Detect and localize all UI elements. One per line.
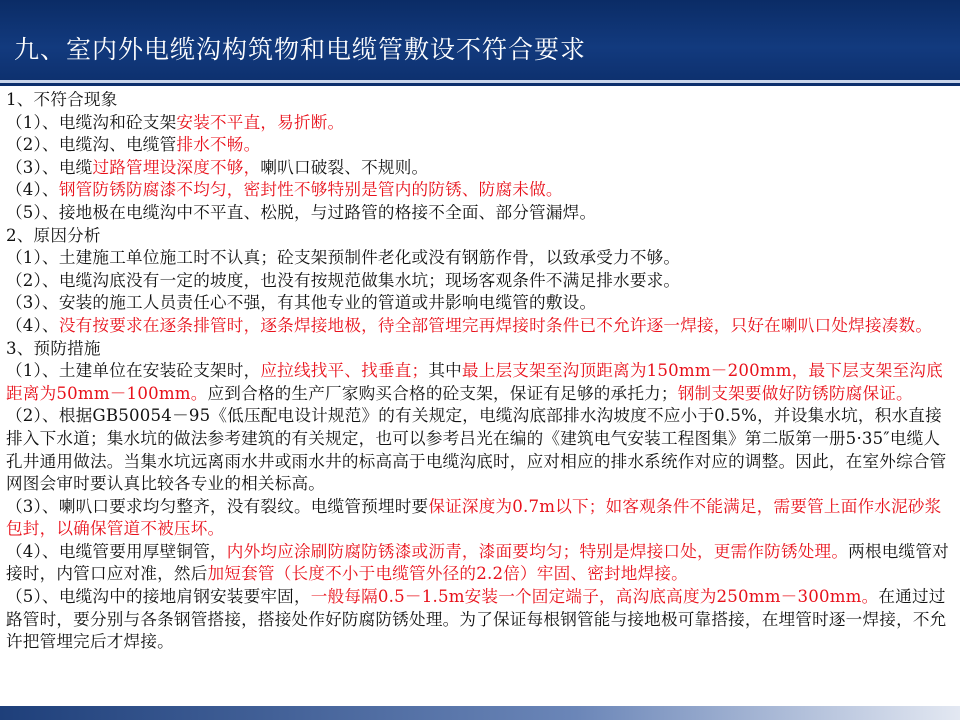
item-3-4: （4）、电缆管要用厚壁铜管，内外均应涂刷防腐防锈漆或沥青，漆面要均匀；特别是焊接口处，更需作防锈处理。两根电缆管对接时，内管口应对准，然后加短套管（长度不小于电缆管外径的2.2倍）牢固、密封地焊接。 bbox=[6, 541, 949, 584]
item-3-1: （1）、土建单位在安装砼支架时，应拉线找平、找垂直；其中最上层支架至沟顶距离为150mm－200mm，最下层支架至沟底距离为50mm－100mm。应到合格的生产厂家购买合格的砼支架，保证有足够的承托力；钢制支架要做好防锈防腐保证。 bbox=[6, 361, 943, 403]
item-3-5: （5）、电缆沟中的接地肩钢安装要牢固，一般每隔0.5－1.5m安装一个固定端子，高沟底高度为250mm－300mm。在通过过路管时，要分别与各条钢管搭接，搭接处作好防腐防锈处理。为了保证每根钢管能与接地极可靠搭接，在埋管时逐一焊接，不允许把管埋完后才焊接。 bbox=[6, 587, 947, 652]
item-1-3: （3）、电缆过路管埋设深度不够，喇叭口破裂、不规则。 bbox=[6, 157, 429, 177]
header-divider bbox=[0, 80, 960, 83]
item-2-2: （2）、电缆沟底没有一定的坡度，也没有按规范做集水坑；现场客观条件不满足排水要求。 bbox=[6, 270, 681, 290]
slide-header bbox=[0, 0, 960, 86]
slide-body bbox=[6, 89, 952, 654]
item-2-4: （4）、没有按要求在逐条排管时，逐条焊接地极，待全部管埋完再焊接时条件已不允许逐一焊接，只好在喇叭口处焊接凑数。 bbox=[6, 315, 933, 335]
item-1-5: （5）、接地极在电缆沟中不平直、松脱，与过路管的格接不全面、部分管漏焊。 bbox=[6, 202, 597, 222]
slide-title: 九、室内外电缆沟构筑物和电缆管敷设不符合要求 bbox=[14, 35, 587, 64]
item-2-1: （1）、土建施工单位施工时不认真；砼支架预制件老化或没有钢筋作骨，以致承受力不够。 bbox=[6, 248, 681, 268]
item-3-2: （2）、根据GB50054－95《低压配电设计规范》的有关规定，电缆沟底部排水沟坡度不应小于0.5%，并设集水坑，积水直接排入下水道；集水坑的做法参考建筑的有关规定，也可以参考吕光在编的《建筑电气安装工程图集》第二版第一册5·35″电缆人孔井通用做法。当集水坑远离雨水井或雨水井的标高高于电缆沟底时，应对相应的排水系统作对应的调整。因此，在室外综合管网图会审时要认真比较各专业的相关标高。 bbox=[6, 406, 947, 494]
item-1-2: （2）、电缆沟、电缆管排水不畅。 bbox=[6, 135, 261, 155]
section-title-2: 2、原因分析 bbox=[6, 225, 101, 245]
section-title-1: 1、不符合现象 bbox=[6, 90, 118, 109]
footer-bar bbox=[0, 706, 960, 720]
item-3-3: （3）、喇叭口要求均匀整齐，没有裂纹。电缆管预埋时要保证深度为0.7m以下；如客观条件不能满足，需要管上面作水泥砂浆包封，以确保管道不被压坏。 bbox=[6, 496, 942, 539]
item-1-1: （1）、电缆沟和砼支架安装不平直，易折断。 bbox=[6, 112, 345, 132]
item-2-3: （3）、安装的施工人员责任心不强，有其他专业的管道或井影响电缆管的敷设。 bbox=[6, 293, 597, 313]
section-title-3: 3、预防措施 bbox=[6, 338, 101, 358]
item-1-4: （4）、钢管防锈防腐漆不均匀，密封性不够特别是管内的防锈、防腐未做。 bbox=[6, 180, 563, 200]
